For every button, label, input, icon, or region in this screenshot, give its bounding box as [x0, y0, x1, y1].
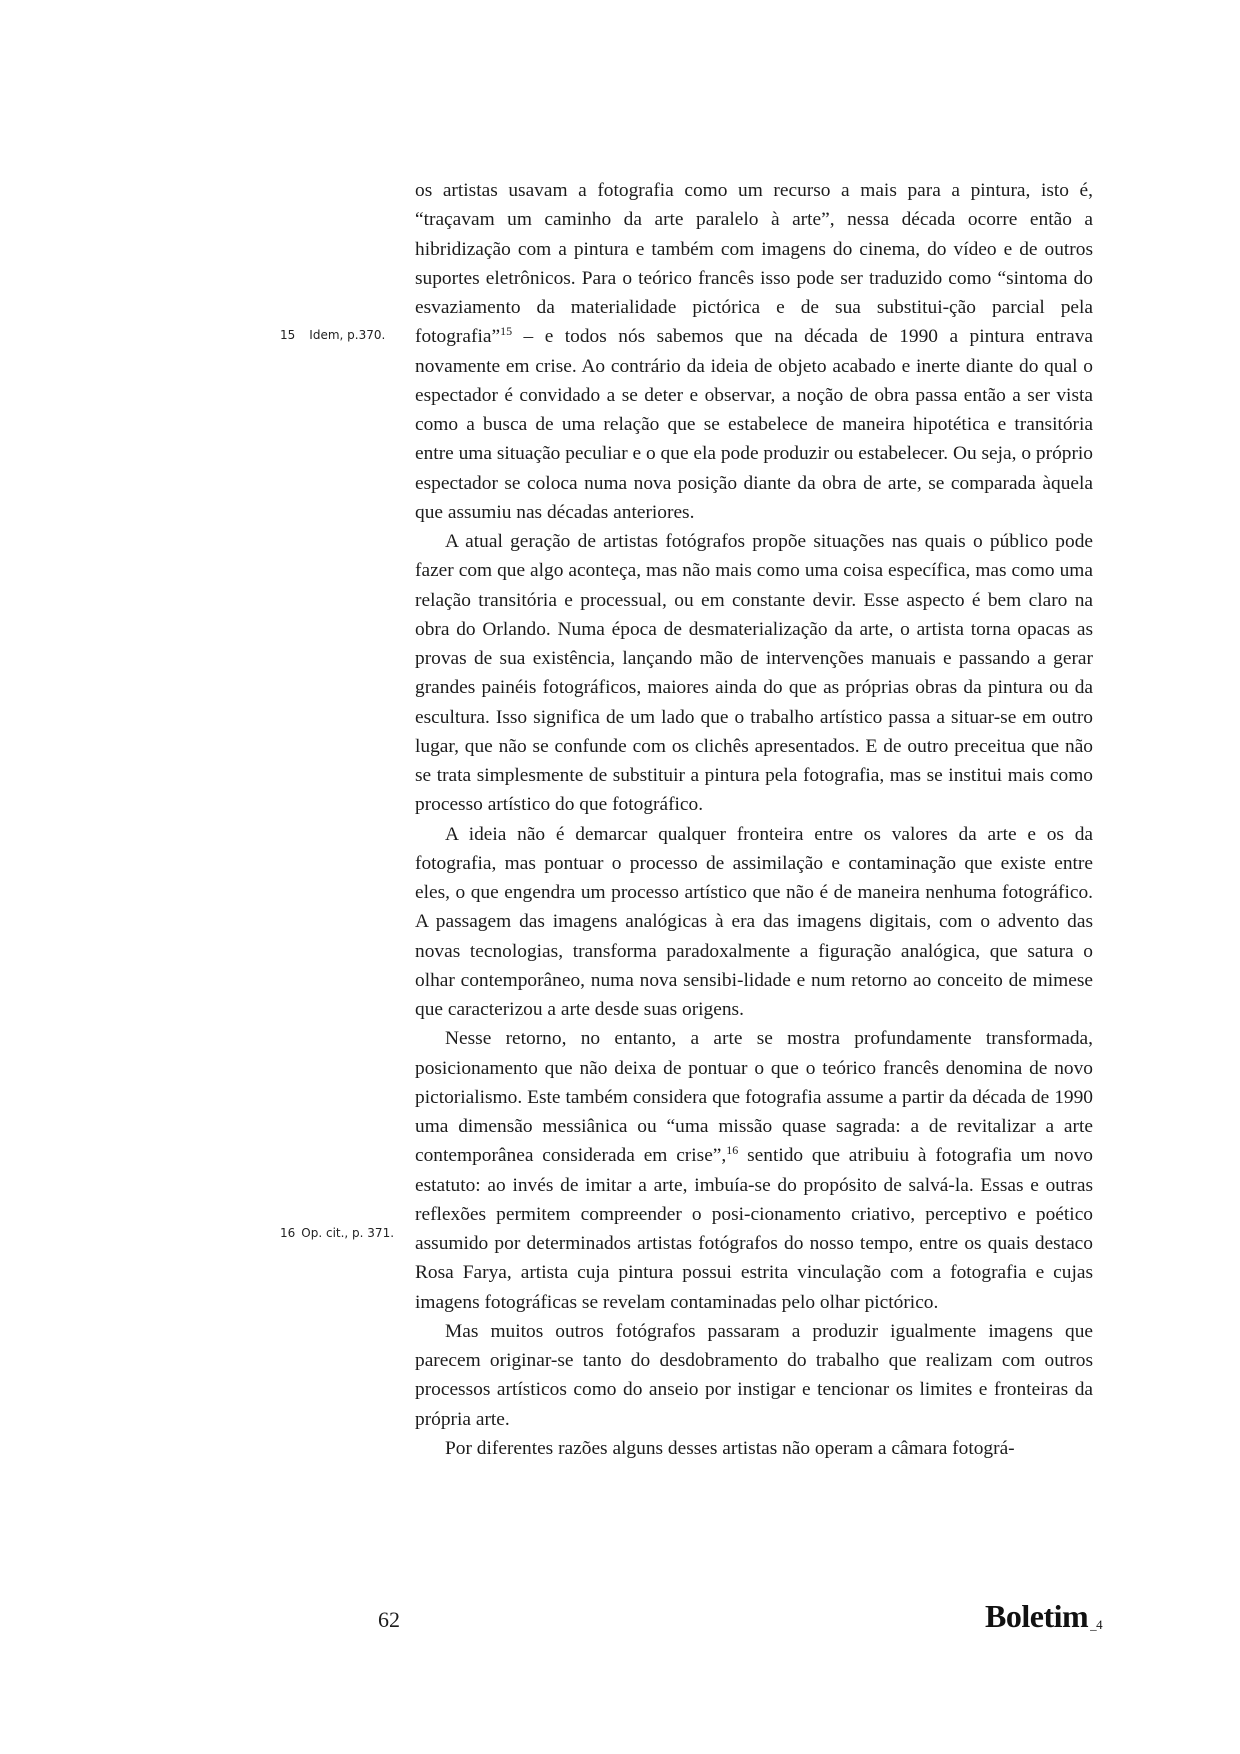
paragraph-4-part-a: Nesse retorno, no entanto, a arte se mostra profundamente transformada, posicionamento que não deixa de pontuar o que o teórico francês denomina de novo pictorialismo. Este também considera que fotografia assume a partir da década de 1990 uma dimensão messiânica ou “uma missão quase sagrada: a de revitalizar a arte contemporânea considerada em crise”,: [415, 1028, 1093, 1167]
footnote-16: [280, 1225, 394, 1241]
paragraph-6: Por diferentes razões alguns desses artistas não operam a câmara fotográ-: [445, 1437, 1015, 1459]
footnote-15: [280, 327, 385, 343]
logo-issue: _4: [1090, 1617, 1103, 1632]
paragraph-5: Mas muitos outros fotógrafos passaram a produzir igualmente imagens que parecem originar-se tanto do desdobramento do trabalho que realizam com outros processos artísticos como do anseio por instigar e tencionar os limites e fronteiras da própria arte.: [415, 1320, 1093, 1430]
footnote-number: 15: [280, 328, 296, 342]
paragraph-1-part-a: os artistas usavam a fotografia como um recurso a mais para a pintura, isto é, “traçavam um caminho da arte paralelo à arte”, nessa década ocorre então a hibridização com a pintura e também com imagens do cinema, do vídeo e de outros suportes eletrônicos. Para o teórico francês isso pode ser traduzido como “sintoma do esvaziamento da materialidade pictórica e de sua substitui-ção parcial pela fotografia”: [415, 180, 1093, 348]
page-number: 62: [378, 1607, 400, 1632]
paragraph-4: [415, 1024, 1093, 1317]
footnote-ref-15[interactable]: 15: [500, 324, 513, 339]
body-text: [415, 176, 1093, 1463]
paragraph-2: A atual geração de artistas fotógrafos propõe situações nas quais o público pode fazer com que algo aconteça, mas não mais como uma coisa específica, mas como uma relação transitória e processual, ou em constante devir. Esse aspecto é bem claro na obra do Orlando. Numa época de desmaterialização da arte, o artista torna opacas as provas de sua existência, lançando mão de intervenções manuais e passando a gerar grandes painéis fotográficos, maiores ainda do que as próprias obras da pintura ou da escultura. Isso significa de um lado que o trabalho artístico passa a situar-se em outro lugar, que não se confunde com os clichês apresentados. E de outro preceitua que não se trata simplesmente de substituir a pintura pela fotografia, mas se institui mais como processo artístico do que fotográfico.: [415, 531, 1093, 816]
paragraph-4-part-b: sentido que atribuiu à fotografia um novo estatuto: ao invés de imitar a arte, imbuía-se do propósito de salvá-la. Essas e outras reflexões permitem compreender o posi-cionamento criativo, perceptivo e poético assumido por determinados artistas fotógrafos do nosso tempo, entre os quais destaco Rosa Farya, artista cuja pintura possui estrita vinculação com a fotografia e cujas imagens fotográficas se revelam contaminadas pelo olhar pictórico.: [415, 1145, 1093, 1313]
footnote-text: Idem, p.370.: [309, 328, 386, 342]
footnote-text: Op. cit., p. 371.: [301, 1226, 395, 1240]
footnote-ref-16[interactable]: 16: [726, 1143, 739, 1158]
paragraph-1: [415, 176, 1093, 527]
paragraph-3: A ideia não é demarcar qualquer fronteira entre os valores da arte e os da fotografia, mas pontuar o processo de assimilação e contaminação que existe entre eles, o que engendra um processo artístico que não é de maneira nenhuma fotográfico. A passagem das imagens analógicas à era das imagens digitais, com o advento das novas tecnologias, transforma paradoxalmente a figuração analógica, que satura o olhar contemporâneo, numa nova sensibi-lidade e num retorno ao conceito de mimese que caracterizou a arte desde suas origens.: [415, 823, 1093, 1020]
paragraph-1-part-b: – e todos nós sabemos que na década de 1990 a pintura entrava novamente em crise. Ao contrário da ideia de objeto acabado e inerte diante do qual o espectador é convidado a se deter e observar, a noção de obra passa então a ser vista como a busca de uma relação que se estabelece de maneira hipotética e transitória entre uma situação peculiar e o que ela pode produzir ou estabelecer. Ou seja, o próprio espectador se coloca numa nova posição diante da obra de arte, se comparada àquela que assumiu nas décadas anteriores.: [415, 326, 1093, 523]
logo-text: Boletim: [985, 1598, 1089, 1634]
footnote-number: 16: [280, 1226, 296, 1240]
publication-logo: [985, 1596, 1102, 1645]
